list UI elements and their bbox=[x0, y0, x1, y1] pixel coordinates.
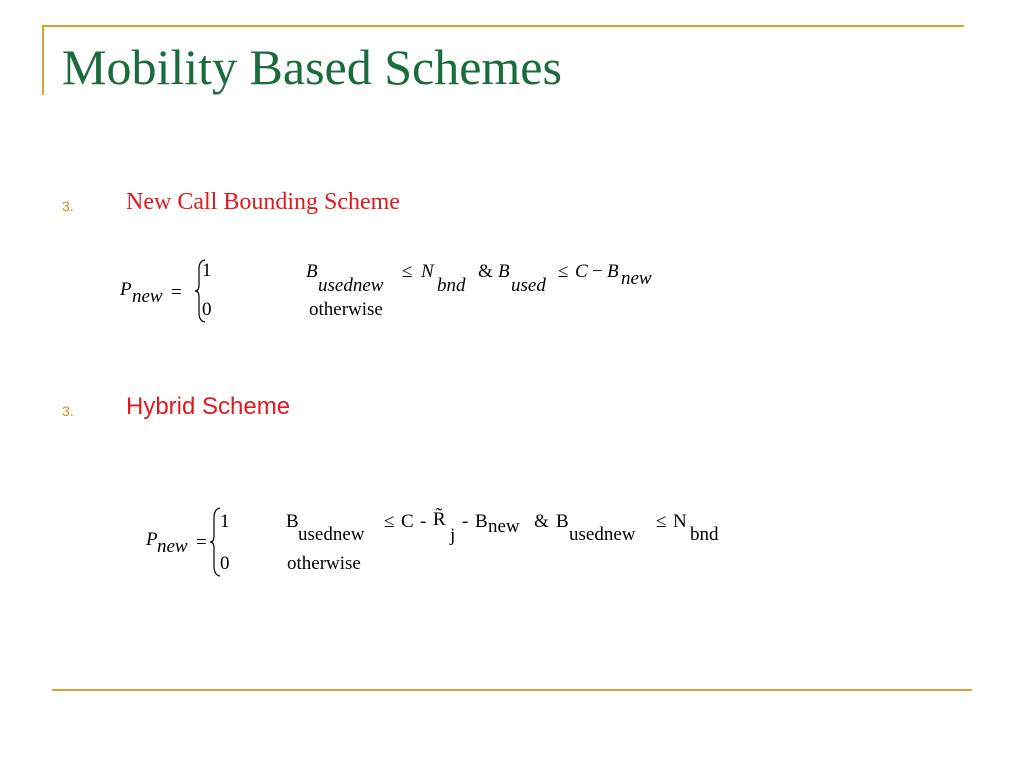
bullet-number-1: 3. bbox=[62, 198, 74, 214]
formula2-lhs: P bbox=[146, 529, 158, 550]
frame-bottom-rule bbox=[52, 689, 972, 691]
formula2-b1-sub: usednew bbox=[298, 524, 365, 545]
formula2-minus1: - bbox=[420, 511, 427, 532]
formula1-lhs: P bbox=[120, 279, 132, 300]
formula2-le1: ≤ bbox=[384, 511, 395, 532]
formula1-b2-sub: used bbox=[511, 275, 546, 296]
formula2-b2: B bbox=[475, 511, 488, 532]
heading-new-call-bounding: New Call Bounding Scheme bbox=[126, 189, 400, 215]
formula2-b2-sub: new bbox=[488, 516, 520, 537]
formula2-r-sub: j bbox=[450, 525, 456, 546]
formula2-case2-value: 0 bbox=[220, 553, 230, 574]
formula2-case1-value: 1 bbox=[220, 511, 230, 532]
frame-top-rule bbox=[42, 25, 964, 27]
formula1-c: C bbox=[575, 261, 588, 282]
formula2-equals: = bbox=[196, 532, 207, 553]
frame-left-rule bbox=[42, 25, 44, 95]
formula2-le2: ≤ bbox=[656, 511, 667, 532]
formula1-b3: B bbox=[607, 261, 619, 282]
formula2-case2-condition: otherwise bbox=[287, 553, 361, 574]
formula1-n-sub: bnd bbox=[437, 275, 466, 296]
formula1-equals: = bbox=[171, 282, 182, 303]
formula1-b1-sub: usednew bbox=[318, 275, 384, 296]
formula2-b3-sub: usednew bbox=[569, 524, 636, 545]
heading-hybrid-scheme: Hybrid Scheme bbox=[126, 393, 291, 420]
formula1-minus: − bbox=[592, 261, 603, 282]
formula1-le1: ≤ bbox=[402, 261, 413, 282]
formula1-n: N bbox=[421, 261, 434, 282]
formula2-r: R̃ bbox=[433, 509, 446, 530]
formula2-n: N bbox=[673, 511, 687, 532]
formula2-amp: & bbox=[534, 511, 549, 532]
slide-title: Mobility Based Schemes bbox=[62, 39, 562, 95]
formula2-b1: B bbox=[286, 511, 299, 532]
formula2-n-sub: bnd bbox=[690, 524, 719, 545]
formula1-case2-condition: otherwise bbox=[309, 299, 383, 320]
formula1-le2: ≤ bbox=[558, 261, 569, 282]
formula1-case1-value: 1 bbox=[202, 260, 212, 281]
formula1-b1: B bbox=[306, 261, 318, 282]
formula1-lhs-sub: new bbox=[132, 286, 163, 307]
formula1-amp: & bbox=[478, 261, 493, 282]
formula2-minus2: - bbox=[462, 511, 469, 532]
formula2-lhs-sub: new bbox=[157, 536, 188, 557]
bullet-number-2: 3. bbox=[62, 403, 74, 419]
formula1-b3-sub: new bbox=[621, 268, 652, 289]
formula1-case2-value: 0 bbox=[202, 299, 212, 320]
formula2-c: C bbox=[401, 511, 414, 532]
formula1-b2: B bbox=[498, 261, 510, 282]
formula2-b3: B bbox=[556, 511, 569, 532]
